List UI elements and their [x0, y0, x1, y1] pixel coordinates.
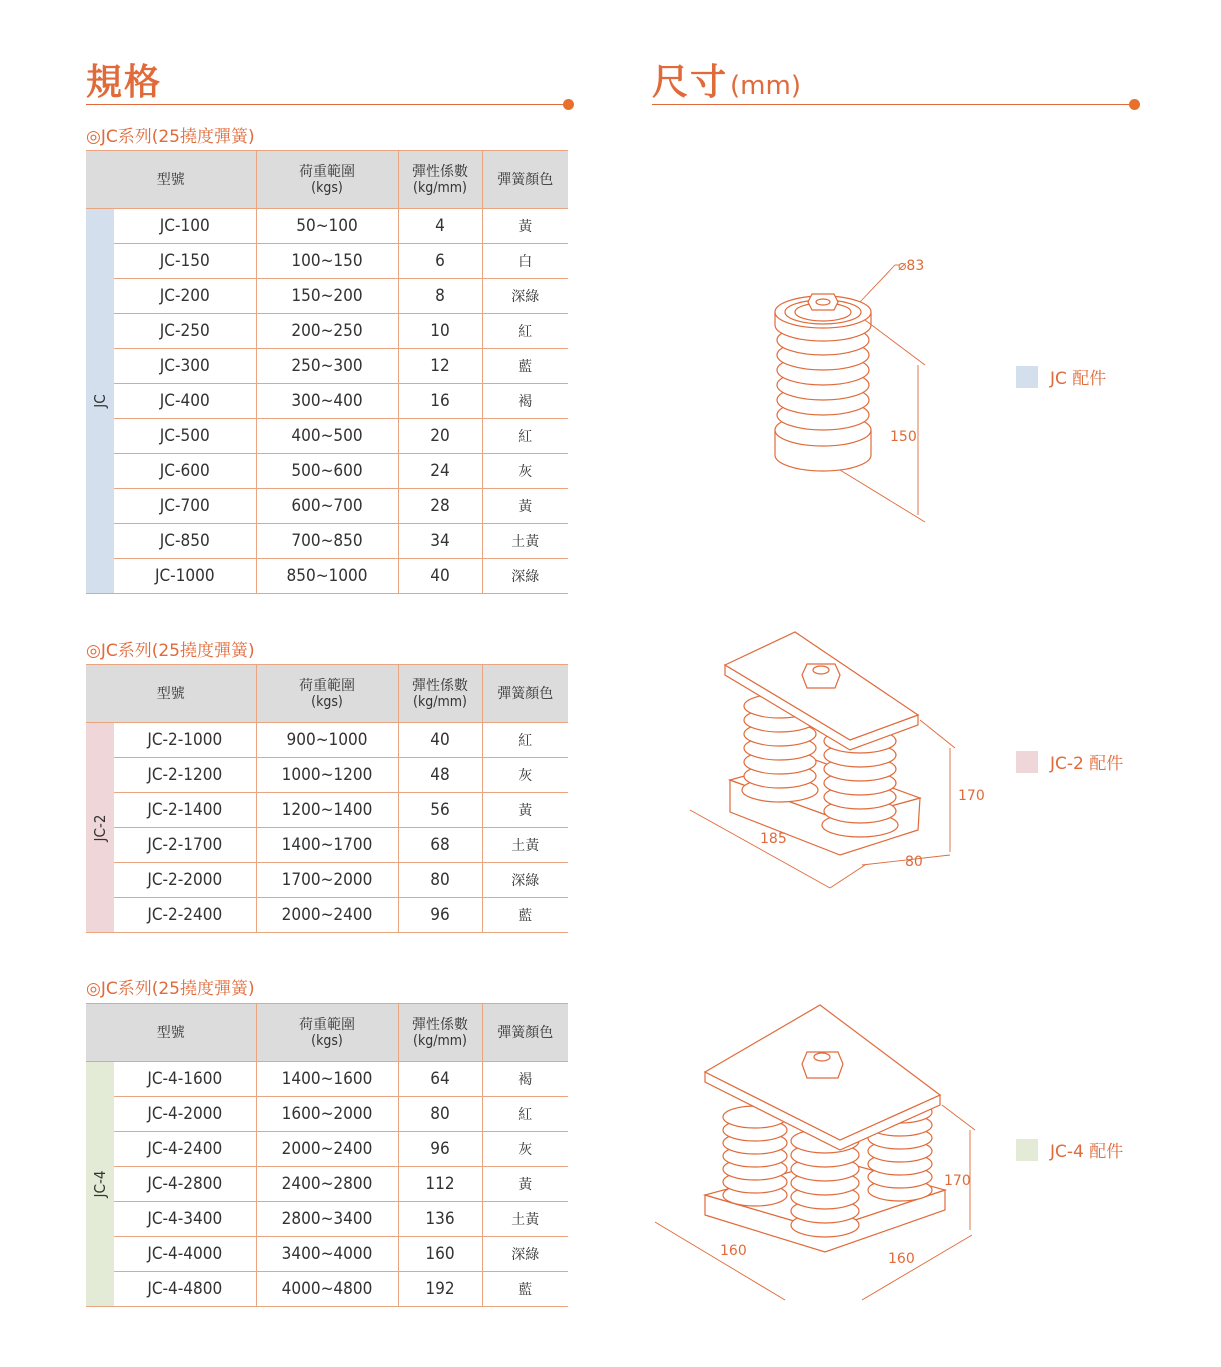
- cell-rate: 192: [398, 1272, 482, 1307]
- header-model: 型號: [86, 1004, 256, 1062]
- cell-color: 深綠: [482, 279, 568, 314]
- cell-load: 250~300: [256, 349, 398, 384]
- cell-model: JC-1000: [114, 559, 256, 594]
- legend-jc: [1016, 364, 1106, 389]
- header-color: 彈簧顏色: [482, 665, 568, 723]
- cell-rate: 24: [398, 454, 482, 489]
- cell-model: JC-500: [114, 419, 256, 454]
- jc2-width-label: 80: [905, 854, 923, 870]
- table-header-row: [86, 1004, 568, 1062]
- header-color: 彈簧顏色: [482, 151, 568, 209]
- cell-model: JC-4-2000: [114, 1097, 256, 1132]
- legend-jc4: [1016, 1137, 1123, 1162]
- cell-rate: 28: [398, 489, 482, 524]
- table-row: [86, 758, 568, 793]
- cell-model: JC-4-4800: [114, 1272, 256, 1307]
- cell-rate: 10: [398, 314, 482, 349]
- table-row: [86, 863, 568, 898]
- cell-load: 100~150: [256, 244, 398, 279]
- header-rate: 彈性係數 (kg/mm): [398, 665, 482, 723]
- cell-color: 深綠: [482, 863, 568, 898]
- header-load: 荷重範圍 (kgs): [256, 151, 398, 209]
- cell-color: 藍: [482, 898, 568, 933]
- cell-model: JC-200: [114, 279, 256, 314]
- cell-color: 黃: [482, 793, 568, 828]
- cell-rate: 12: [398, 349, 482, 384]
- jc4-height-label: 170: [944, 1173, 971, 1189]
- cell-load: 500~600: [256, 454, 398, 489]
- cell-rate: 68: [398, 828, 482, 863]
- jc-diameter-label: ⌀83: [898, 258, 925, 274]
- cell-rate: 160: [398, 1237, 482, 1272]
- table-row: [86, 384, 568, 419]
- cell-load: 600~700: [256, 489, 398, 524]
- table-row: [86, 1062, 568, 1097]
- spec-heading-text: 規格: [86, 62, 163, 103]
- cell-color: 土黃: [482, 1202, 568, 1237]
- spec-heading: [86, 54, 162, 105]
- table-header-row: [86, 151, 568, 209]
- cell-color: 藍: [482, 1272, 568, 1307]
- legend-swatch-jc4: [1016, 1139, 1038, 1161]
- cell-model: JC-700: [114, 489, 256, 524]
- cell-model: JC-250: [114, 314, 256, 349]
- cell-model: JC-400: [114, 384, 256, 419]
- cell-load: 50~100: [256, 209, 398, 244]
- cell-color: 紅: [482, 1097, 568, 1132]
- table-row: [86, 454, 568, 489]
- jc2-drawing: [680, 630, 985, 900]
- cell-color: 深綠: [482, 559, 568, 594]
- table-caption-jc2: ◎JC系列(25撓度彈簧): [86, 641, 255, 661]
- table-row: [86, 209, 568, 244]
- legend-label-jc: JC 配件: [1050, 369, 1107, 389]
- series-label: JC-2: [86, 723, 114, 933]
- cell-load: 850~1000: [256, 559, 398, 594]
- table-row: [86, 828, 568, 863]
- table-row: [86, 349, 568, 384]
- cell-model: JC-2-1400: [114, 793, 256, 828]
- legend-jc2: [1016, 749, 1123, 774]
- table-row: [86, 723, 568, 758]
- cell-load: 2400~2800: [256, 1167, 398, 1202]
- cell-model: JC-850: [114, 524, 256, 559]
- cell-load: 2000~2400: [256, 898, 398, 933]
- rule-dot: [563, 99, 574, 110]
- cell-color: 紅: [482, 314, 568, 349]
- dimension-heading-text: 尺寸: [652, 62, 729, 103]
- cell-color: 土黃: [482, 524, 568, 559]
- table-header-row: [86, 665, 568, 723]
- cell-load: 700~850: [256, 524, 398, 559]
- spec-table-jc2: [86, 664, 568, 933]
- table-row: [86, 244, 568, 279]
- cell-load: 300~400: [256, 384, 398, 419]
- jc4-length-label: 160: [720, 1243, 747, 1259]
- cell-load: 1400~1700: [256, 828, 398, 863]
- header-color: 彈簧顏色: [482, 1004, 568, 1062]
- cell-rate: 20: [398, 419, 482, 454]
- table-row: [86, 1272, 568, 1307]
- header-model: 型號: [86, 151, 256, 209]
- cell-rate: 8: [398, 279, 482, 314]
- table-row: [86, 314, 568, 349]
- cell-model: JC-4-1600: [114, 1062, 256, 1097]
- cell-load: 1400~1600: [256, 1062, 398, 1097]
- cell-rate: 96: [398, 898, 482, 933]
- table-row: [86, 1097, 568, 1132]
- series-label: JC-4: [86, 1062, 114, 1307]
- cell-color: 黃: [482, 489, 568, 524]
- cell-load: 2800~3400: [256, 1202, 398, 1237]
- table-row: [86, 419, 568, 454]
- cell-rate: 40: [398, 559, 482, 594]
- cell-color: 灰: [482, 1132, 568, 1167]
- cell-load: 1200~1400: [256, 793, 398, 828]
- cell-rate: 96: [398, 1132, 482, 1167]
- cell-rate: 80: [398, 1097, 482, 1132]
- table-row: [86, 898, 568, 933]
- table-caption-jc: ◎JC系列(25撓度彈簧): [86, 127, 255, 147]
- legend-label-jc4: JC-4 配件: [1050, 1142, 1124, 1162]
- cell-rate: 64: [398, 1062, 482, 1097]
- table-row: [86, 279, 568, 314]
- cell-color: 紅: [482, 723, 568, 758]
- table-caption-jc4: ◎JC系列(25撓度彈簧): [86, 979, 255, 999]
- cell-model: JC-2-2400: [114, 898, 256, 933]
- cell-color: 白: [482, 244, 568, 279]
- table-row: [86, 559, 568, 594]
- cell-load: 1600~2000: [256, 1097, 398, 1132]
- cell-rate: 56: [398, 793, 482, 828]
- cell-load: 2000~2400: [256, 1132, 398, 1167]
- cell-rate: 4: [398, 209, 482, 244]
- header-rate: 彈性係數 (kg/mm): [398, 1004, 482, 1062]
- dimension-heading-unit: (mm): [730, 71, 801, 101]
- cell-load: 3400~4000: [256, 1237, 398, 1272]
- cell-model: JC-300: [114, 349, 256, 384]
- cell-color: 土黃: [482, 828, 568, 863]
- cell-rate: 136: [398, 1202, 482, 1237]
- spec-heading-rule: [86, 104, 569, 105]
- cell-rate: 34: [398, 524, 482, 559]
- jc4-width-label: 160: [888, 1251, 915, 1267]
- table-row: [86, 793, 568, 828]
- jc2-length-label: 185: [760, 831, 787, 847]
- table-row: [86, 1202, 568, 1237]
- cell-color: 褐: [482, 1062, 568, 1097]
- header-load: 荷重範圍 (kgs): [256, 1004, 398, 1062]
- cell-rate: 112: [398, 1167, 482, 1202]
- jc2-height-label: 170: [958, 788, 985, 804]
- cell-model: JC-600: [114, 454, 256, 489]
- cell-model: JC-4-2800: [114, 1167, 256, 1202]
- cell-load: 400~500: [256, 419, 398, 454]
- header-model: 型號: [86, 665, 256, 723]
- cell-load: 900~1000: [256, 723, 398, 758]
- dimension-heading: [652, 54, 801, 105]
- table-row: [86, 1132, 568, 1167]
- header-load: 荷重範圍 (kgs): [256, 665, 398, 723]
- cell-color: 灰: [482, 758, 568, 793]
- cell-model: JC-4-4000: [114, 1237, 256, 1272]
- cell-model: JC-4-3400: [114, 1202, 256, 1237]
- cell-color: 黃: [482, 209, 568, 244]
- cell-model: JC-2-2000: [114, 863, 256, 898]
- dimension-heading-rule: [652, 104, 1135, 105]
- cell-rate: 48: [398, 758, 482, 793]
- cell-color: 紅: [482, 419, 568, 454]
- cell-model: JC-2-1700: [114, 828, 256, 863]
- legend-swatch-jc2: [1016, 751, 1038, 773]
- header-rate: 彈性係數 (kg/mm): [398, 151, 482, 209]
- legend-label-jc2: JC-2 配件: [1050, 754, 1124, 774]
- cell-color: 深綠: [482, 1237, 568, 1272]
- cell-model: JC-100: [114, 209, 256, 244]
- cell-rate: 40: [398, 723, 482, 758]
- cell-rate: 6: [398, 244, 482, 279]
- cell-load: 1700~2000: [256, 863, 398, 898]
- cell-load: 4000~4800: [256, 1272, 398, 1307]
- legend-swatch-jc: [1016, 366, 1038, 388]
- table-row: [86, 1167, 568, 1202]
- cell-model: JC-150: [114, 244, 256, 279]
- jc-height-label: 150: [890, 429, 917, 445]
- rule-dot: [1129, 99, 1140, 110]
- cell-model: JC-2-1200: [114, 758, 256, 793]
- series-label: JC: [86, 209, 114, 594]
- table-row: [86, 524, 568, 559]
- cell-load: 200~250: [256, 314, 398, 349]
- cell-rate: 80: [398, 863, 482, 898]
- cell-rate: 16: [398, 384, 482, 419]
- jc4-drawing: [650, 1000, 980, 1305]
- cell-load: 150~200: [256, 279, 398, 314]
- cell-model: JC-4-2400: [114, 1132, 256, 1167]
- jc-drawing: [760, 250, 960, 530]
- cell-color: 黃: [482, 1167, 568, 1202]
- cell-color: 褐: [482, 384, 568, 419]
- cell-load: 1000~1200: [256, 758, 398, 793]
- cell-color: 灰: [482, 454, 568, 489]
- spec-table-jc4: [86, 1003, 568, 1307]
- cell-model: JC-2-1000: [114, 723, 256, 758]
- table-row: [86, 1237, 568, 1272]
- table-row: [86, 489, 568, 524]
- cell-color: 藍: [482, 349, 568, 384]
- spec-table-jc: [86, 150, 568, 594]
